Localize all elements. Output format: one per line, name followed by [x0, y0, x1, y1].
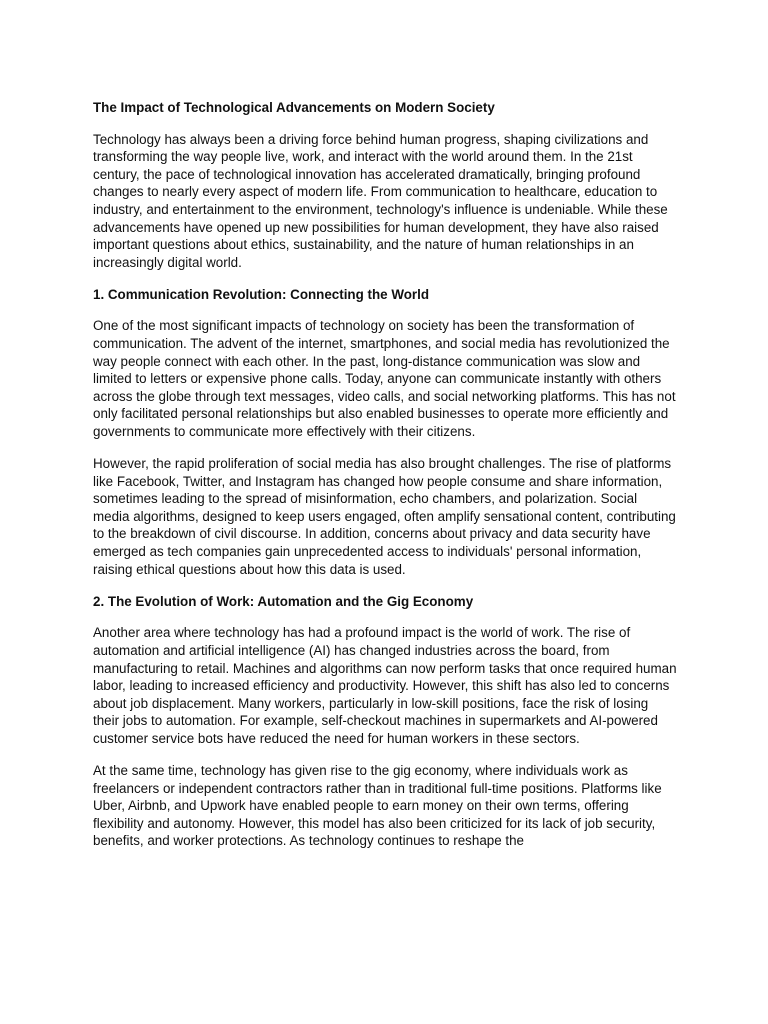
document-title: The Impact of Technological Advancements on Modern Society	[93, 100, 495, 115]
section-heading-communication: 1. Communication Revolution: Connecting the World	[93, 286, 430, 302]
section-heading-work: 2. The Evolution of Work: Automation and the Gig Economy	[93, 593, 474, 609]
paragraph: Another area where technology has had a profound impact is the world of work. The rise of automation and artificial intelligence (AI) has changed industries across the board, from manufacturing to retail. Machines and algorithms can now perform tasks that once required human labor, leading to increased efficiency and productivity. However, this shift has also led to concerns about job displacement. Many workers, particularly in low-skill positions, face the risk of losing their jobs to automation. For example, self-checkout machines in supermarkets and AI-powered customer service bots have reduced the need for human workers in these sectors.	[93, 625, 677, 746]
paragraph: However, the rapid proliferation of social media has also brought challenges. The rise of platforms like Facebook, Twitter, and Instagram has changed how people consume and share information, sometimes leading to the spread of misinformation, echo chambers, and polarization. Social media algorithms, designed to keep users engaged, often amplify sensational content, contributing to the breakdown of civil discourse. In addition, concerns about privacy and data security have emerged as tech companies gain unprecedented access to individuals' personal information, raising ethical questions about how this data is used.	[93, 456, 676, 577]
paragraph: One of the most significant impacts of technology on society has been the transformation of communication. The advent of the internet, smartphones, and social media has revolutionized the way people connect with each other. In the past, long-distance communication was slow and limited to letters or expensive phone calls. Today, anyone can communicate instantly with others across the globe through text messages, video calls, and social networking platforms. This has not only facilitated personal relationships but also enabled businesses to operate more efficiently and governments to communicate more effectively with their citizens.	[93, 318, 676, 439]
document-body	[93, 99, 677, 864]
paragraph: At the same time, technology has given rise to the gig economy, where individuals work as freelancers or independent contractors rather than in traditional full-time positions. Platforms like Uber, Airbnb, and Upwork have enabled people to earn money on their own terms, offering flexibility and autonomy. However, this model has also been criticized for its lack of job security, benefits, and worker protections. As technology continues to reshape the	[93, 763, 662, 849]
intro-paragraph: Technology has always been a driving force behind human progress, shaping civilizations and transforming the way people live, work, and interact with the world around them. In the 21st century, the pace of technological innovation has accelerated dramatically, bringing profound changes to nearly every aspect of modern life. From communication to healthcare, education to industry, and entertainment to the environment, technology's influence is undeniable. While these advancements have opened up new possibilities for human development, they have also raised important questions about ethics, sustainability, and the nature of human relationships in an increasingly digital world.	[93, 131, 668, 270]
